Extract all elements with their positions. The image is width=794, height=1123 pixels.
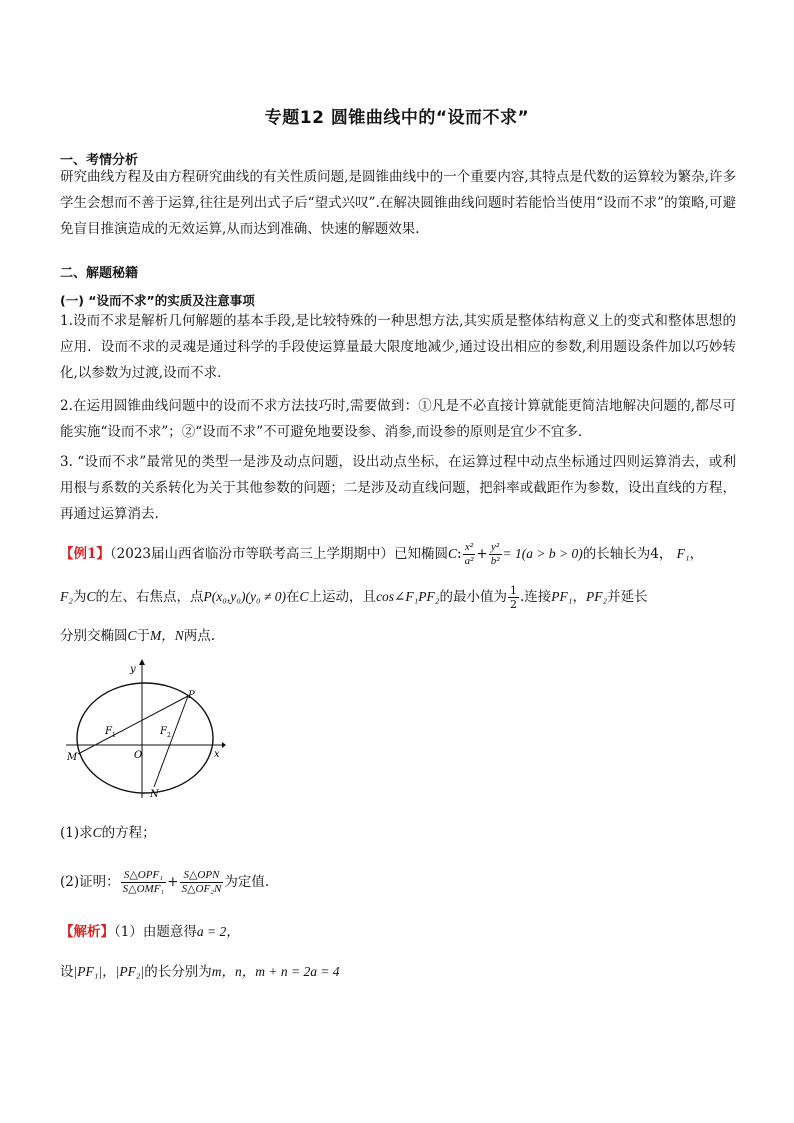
question-text: 的方程； [101,825,156,841]
line-pn [154,696,188,787]
comma: ， [689,546,704,562]
example-text: 在 [286,589,300,605]
comma: ， [572,589,586,605]
section2-heading: 二、解题秘籍 [60,266,139,281]
example-text: .连接 [520,589,552,605]
example-text: 为 [72,589,87,605]
solution-text: 设 [60,964,74,980]
math-c: C [86,589,96,604]
math-c: C [448,546,458,561]
solution-tag: 【解析】 [60,924,114,940]
example-text: 两点. [183,628,216,644]
question-text: (1)求 [60,825,93,841]
x-axis-arrow [222,742,226,748]
example-line2 [60,584,648,611]
f1-label: F [105,726,112,737]
page-title: 专题12 圆锥曲线中的“设而不求” [264,108,530,128]
example-text: 的左、右焦点，点 [95,589,204,605]
solution-text: （1）由题意得 [114,924,197,940]
example-tag: 【例1】 [60,546,110,562]
example-text: 已知椭圆 [394,546,449,562]
fraction-s1: $\frac{\text{S△OPF₁}}{\text{S△OMF₁}}$ [122,869,165,895]
example-text: 的长轴长为 [582,546,651,562]
solution-math: |PF₁|，|PF₂| [73,964,145,979]
question-text: 为定值. [224,874,270,890]
example-text: 于 [136,628,151,644]
axis-x-label: x [214,749,220,760]
plus-sign: + [167,874,179,890]
solution-line2 [60,960,340,980]
math-point-p: P(x₀,y₀)(y₀ ≠ 0) [203,589,287,604]
fraction-y2-b2: $\frac{\text{y²}}{\text{b²}}$ [490,541,500,567]
point-n-label: N [150,789,159,798]
example-source: （2023届山西省临汾市等联考高三上学期期中） [109,546,395,562]
f1-subscript: 1 [112,732,116,739]
math-c: C [92,825,102,840]
example-text: 的最小值为 [439,589,507,605]
solution-math: m，n， [211,964,256,979]
math-pf1: PF₁ [551,589,573,604]
point-p-label: P [188,690,195,701]
f2-subscript: 2 [167,732,171,739]
section2-point1: 1.设而不求是解析几何解题的基本手段,是比较特殊的一种思想方法,其实质是整体结构意义上的变式和整体思想的应用．设而不求的灵魂是通过科学的手段使运算量最大限度地减少,通过设出相应的参数,利用题设条件加以巧妙转化,以参数为过渡,设而不求． [60,313,736,381]
fraction-x2-a2: $\frac{\text{x²}}{\text{a²}}$ [464,541,474,567]
example-text: 并延长 [607,589,648,605]
example-text: 分别交椭圆 [60,628,128,644]
math-pf2: PF₂ [585,589,608,604]
f2-label: F [160,726,167,737]
example-line3 [60,624,215,644]
question-1 [60,821,156,841]
example-text: 上运动，且 [308,589,377,605]
solution-line1 [60,920,240,940]
ellipse-figure [66,656,226,798]
math-f2: F₂ [60,589,73,604]
section2-subheading: (一) “设而不求”的实质及注意事项 [60,293,255,308]
solution-text: 的长分别为 [144,964,212,980]
ellipse-condition: = 1(a > b > 0) [502,546,583,561]
section1-body: 研究曲线方程及由方程研究曲线的有关性质问题,是圆锥曲线中的一个重要内容,其特点是代数的运算较为繁杂,许多学生会想而不善于运算,往往是列出式子后“望式兴叹”.在解决圆锥曲线问题时若能恰当使用“设而不求”的策略,可避免盲目推演造成的无效运算,从而达到准确、快速的解题效果. [60,169,736,237]
math-mn: M，N [150,628,184,643]
y-axis-arrow [139,659,145,665]
section2-point2: 2.在运用圆锥曲线问题中的设而不求方法技巧时,需要做到：①凡是不必直接计算就能更简洁地解决问题的,都尽可能实施“设而不求”；②“设而不求”不可避免地要设参、消参,而设参的原则是宜少不宜多． [60,398,736,440]
section2-point3: 3. “设而不求”最常见的类型一是涉及动点问题，设出动点坐标，在运算过程中动点坐标通过四则运算消去，或利用根与系数的关系转化为关于其他参数的问题；二是涉及动直线问题，把斜率或截距作为参数，设出直线的方程，再通过运算消去. [60,454,736,522]
origin-label: O [134,750,143,761]
axis-y-label: y [130,664,136,675]
math-cos: cos∠F₁PF₂ [376,589,440,604]
fraction-s2: $\frac{\text{S△OPN}}{\text{S△OF₂N}}$ [181,869,222,895]
comma: ， [658,546,673,562]
math-f1: F₁ [676,546,690,561]
question-2 [60,869,269,896]
question-text: (2)证明： [60,874,120,890]
example-line1: 【例1】（2023届山西省临汾市等联考高三上学期期中）已知椭圆C: $\frac{\text{x²}}{\text{a²}}$ + $\frac{\text{y²}}{\text{b²}}$ = 1(a > b > 0)的长轴长为4， F₁， [60,541,704,567]
point-m-label: M [67,752,78,763]
solution-math: m + n = 2a = 4 [255,964,340,979]
section1-heading: 一、考情分析 [60,153,139,168]
example-number: 4 [650,546,659,562]
fraction-half: $\frac{1}{2}$ [510,584,517,611]
math-c: C [127,628,137,643]
math-c: C [299,589,309,604]
solution-math: a = 2， [196,924,240,939]
